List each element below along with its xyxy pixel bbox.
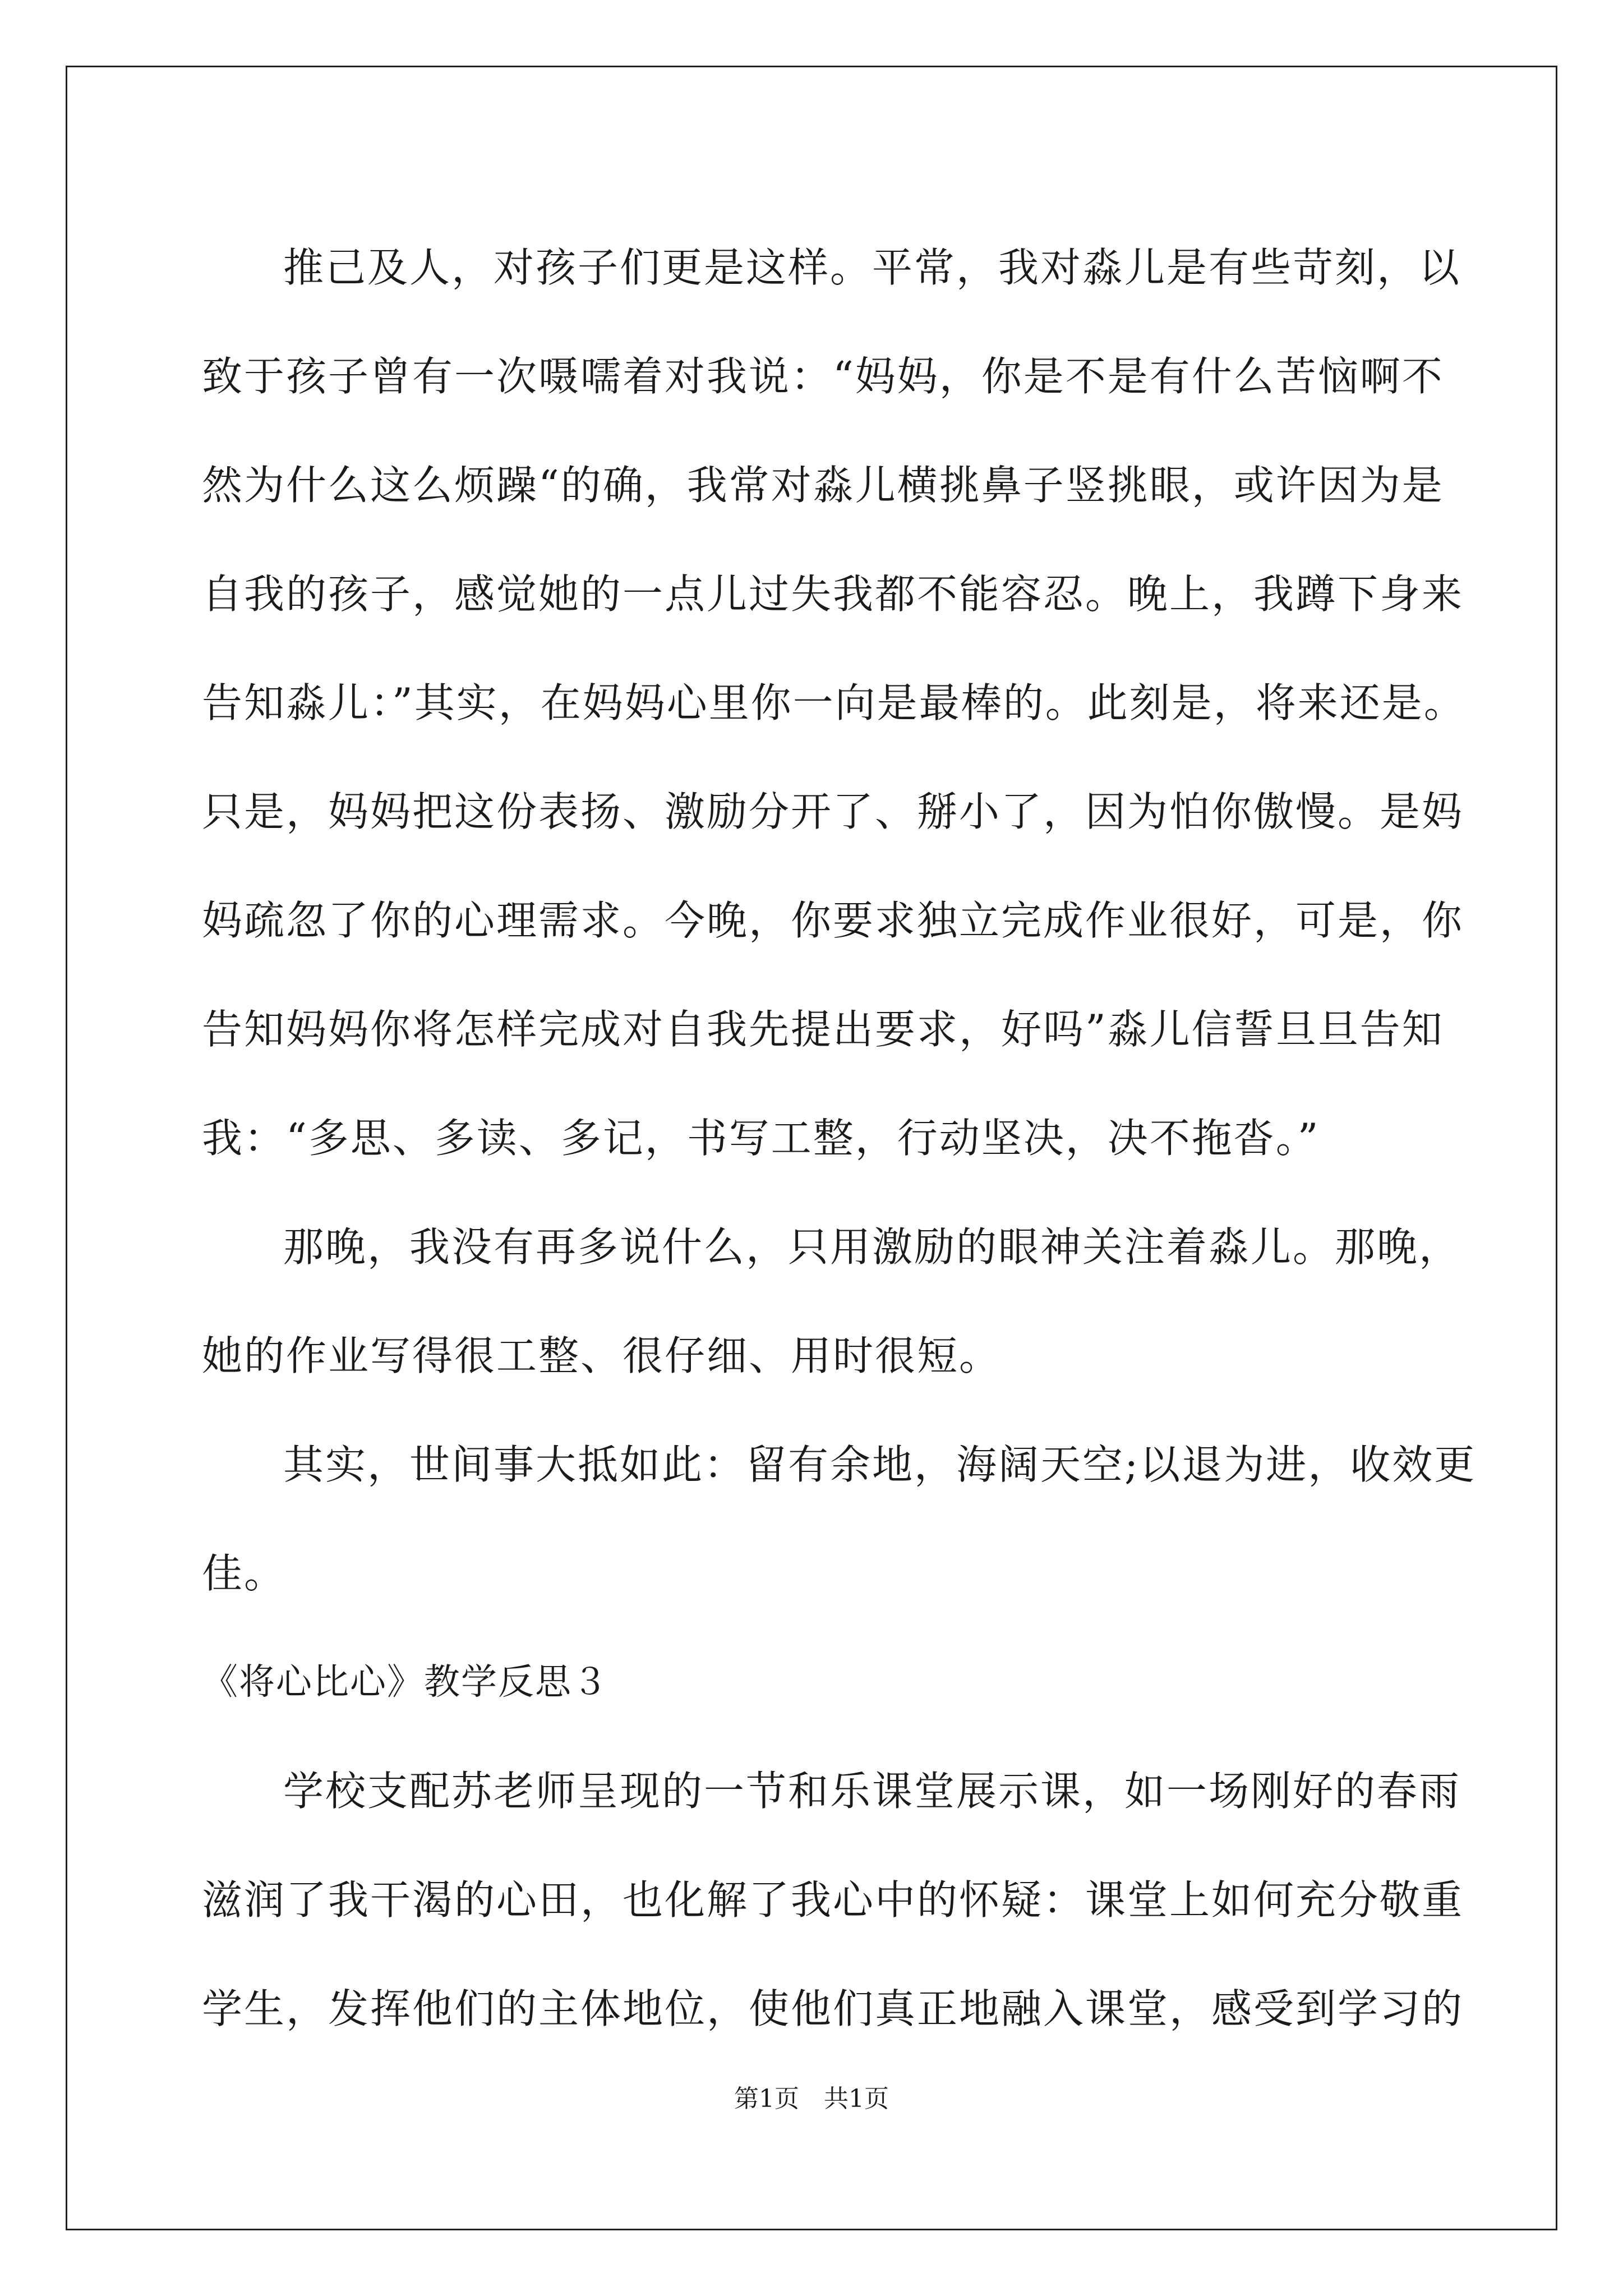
text-line: 学生，发挥他们的主体地位，使他们真正地融入课堂，感受到学习的 (202, 1985, 1464, 2032)
text-line: 佳。 (202, 1550, 287, 1597)
text-line: 妈疏忽了你的心理需求。今晚，你要求独立完成作业很好，可是，你 (202, 897, 1464, 944)
text-line: 那晚，我没有再多说什么，只用激励的眼神关注着淼儿。那晚， (283, 1223, 1461, 1271)
page-number-footer: 第1页 共1页 (734, 2085, 889, 2113)
paragraph-4 (202, 1737, 1464, 2063)
paragraph-1 (202, 213, 1466, 1193)
text-line: 我：“多思、多读、多记，书写工整，行动坚决，决不拖沓。” (202, 1115, 1320, 1162)
text-line: 自我的孩子，感觉她的一点儿过失我都不能容忍。晚上，我蹲下身来 (202, 570, 1464, 618)
text-line: 推己及人，对孩子们更是这样。平常，我对淼儿是有些苛刻，以 (283, 244, 1461, 291)
document-body (202, 213, 1477, 2063)
text-line: 致于孩子曾有一次嗫嚅着对我说：“妈妈，你是不是有什么苦恼啊不 (202, 353, 1444, 400)
text-line: 她的作业写得很工整、很仔细、用时很短。 (202, 1332, 1002, 1379)
text-line: 然为什么这么烦躁“的确，我常对淼儿横挑鼻子竖挑眼，或许因为是 (202, 462, 1444, 509)
text-line: 只是，妈妈把这份表扬、激励分开了、掰小了，因为怕你傲慢。是妈 (202, 788, 1464, 835)
text-line: 滋润了我干渴的心田，也化解了我心中的怀疑：课堂上如何充分敬重 (202, 1876, 1464, 1924)
text-line: 告知淼儿：”其实，在妈妈心里你一向是最棒的。此刻是，将来还是。 (202, 679, 1466, 726)
text-line: 学校支配苏老师呈现的一节和乐课堂展示课，如一场刚好的春雨 (283, 1768, 1461, 1815)
text-line: 告知妈妈你将怎样完成对自我先提出要求，好吗”淼儿信誓旦旦告知 (202, 1006, 1444, 1053)
paragraph-2 (202, 1193, 1461, 1410)
paragraph-3 (202, 1410, 1477, 1628)
section-heading (202, 1628, 1436, 1737)
text-line: 其实，世间事大抵如此：留有余地，海阔天空;以退为进，收效更 (283, 1441, 1477, 1488)
heading-text: 《将心比心》教学反思３ (202, 1662, 609, 1703)
